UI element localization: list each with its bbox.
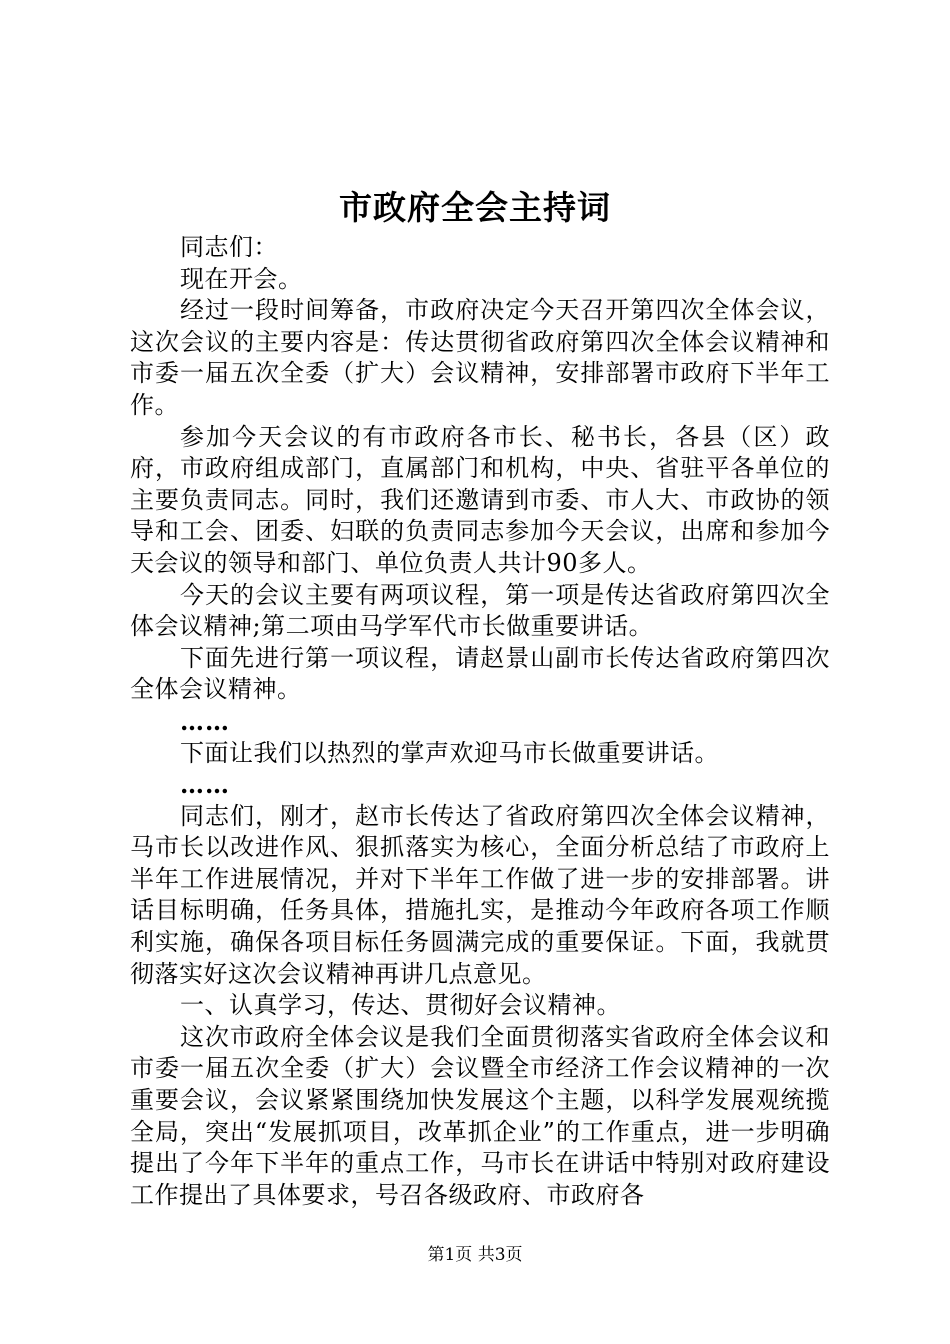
paragraph-meeting-content: 经过一段时间筹备，市政府决定今天召开第四次全体会议，这次会议的主要内容是：传达贯彻省政府第四次全体会议精神和市委一届五次全委（扩大）会议精神，安排部署市政府下半年工作。	[130, 296, 830, 419]
page-number-footer: 第1页 共3页	[427, 1245, 523, 1265]
paragraph-section-body: 这次市政府全体会议是我们全面贯彻落实省政府全体会议和市委一届五次全委（扩大）会议暨全市经济工作会议精神的一次重要会议，会议紧紧围绕加快发展这个主题，以科学发展观统揽全局，突出“发展抓项目，改革抓企业”的工作重点，进一步明确提出了今年下半年的重点工作，马市长在讲话中特别对政府建设工作提出了具体要求，号召各级政府、市政府各	[130, 1022, 830, 1209]
paragraph-greeting: 同志们：	[180, 233, 278, 261]
paragraph-ellipsis: ……	[180, 706, 230, 736]
paragraph-attendees: 参加今天会议的有市政府各市长、秘书长，各县（区）政府，市政府组成部门，直属部门和机构，中央、省驻平各单位的主要负责同志。同时，我们还邀请到市委、市人大、市政协的领导和工会、团委、妇联的负责同志参加今天会议，出席和参加今天会议的领导和部门、单位负责人共计90多人。	[130, 422, 830, 577]
paragraph-section-heading: 一、认真学习，传达、贯彻好会议精神。	[180, 991, 621, 1020]
document-body	[130, 232, 830, 1211]
document-title: 市政府全会主持词	[339, 188, 611, 227]
paragraph-agenda: 今天的会议主要有两项议程，第一项是传达省政府第四次全体会议精神;第二项由马学军代市长做重要讲话。	[130, 580, 830, 641]
paragraph-first-item: 下面先进行第一项议程，请赵景山副市长传达省政府第四次全体会议精神。	[130, 643, 830, 704]
paragraph-second-item: 下面让我们以热烈的掌声欢迎马市长做重要讲话。	[180, 738, 719, 767]
paragraph-ellipsis: ……	[180, 770, 230, 800]
paragraph-summary: 同志们，刚才，赵市长传达了省政府第四次全体会议精神，马市长以改进作风、狠抓落实为核心，全面分析总结了市政府上半年工作进展情况，并对下半年工作做了进一步的安排部署。讲话目标明确，任务具体，措施扎实，是推动今年政府各项工作顺利实施，确保各项目标任务圆满完成的重要保证。下面，我就贯彻落实好这次会议精神再讲几点意见。	[130, 801, 830, 988]
paragraph-opening: 现在开会。	[180, 264, 303, 293]
